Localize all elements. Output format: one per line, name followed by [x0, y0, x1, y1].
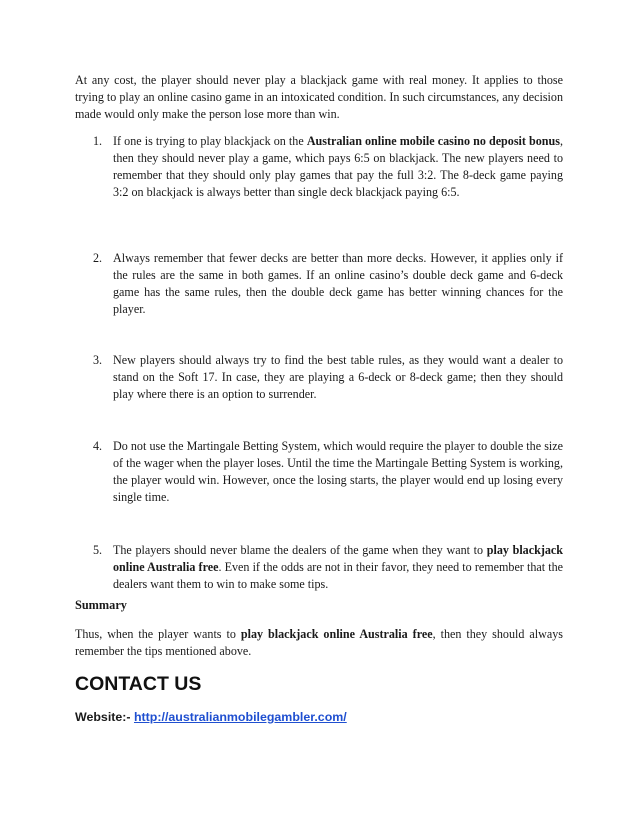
summary-paragraph: Thus, when the player wants to play blackjack online Australia free, then they should always remember the tips mentioned above. — [75, 627, 563, 658]
list-item-number: 2. — [93, 251, 103, 265]
list-item-text: New players should always try to find the best table rules, as they would want a dealer to stand on the Soft 17. In case, they are playing a 6-deck or 8-deck game; then they should play where there is an option to surrender. — [113, 353, 563, 401]
summary-heading: Summary — [75, 598, 127, 612]
website-link[interactable]: http://australianmobilegambler.com/ — [133, 710, 347, 724]
list-item — [75, 133, 563, 201]
list-item-text: Always remember that fewer decks are better than more decks. However, it applies only if the rules are the same in both games. If an online casino’s double deck game and 6-deck game has the same rules, then the double deck game has better winning chances for the player. — [113, 251, 563, 316]
list-item-text: Do not use the Martingale Betting System, which would require the player to double the size of the wager when the player loses. Until the time the Martingale Betting System is working, the player would win. However, once the losing starts, the player would end up losing every single time. — [113, 439, 563, 504]
contact-heading: CONTACT US — [75, 673, 202, 695]
list-item-number: 4. — [93, 439, 103, 453]
list-item — [75, 352, 563, 403]
keyword-phrase: Australian online mobile casino no deposit bonus — [306, 134, 560, 148]
website-line — [75, 708, 347, 726]
intro-paragraph: At any cost, the player should never play a blackjack game with real money. It applies to those trying to play an online casino game in an intoxicated condition. In such circumstances, any decision made would only make the person lose more than win. — [75, 73, 563, 121]
list-item-number: 5. — [93, 543, 103, 557]
list-item-number: 3. — [93, 353, 103, 367]
list-item — [75, 250, 563, 318]
list-item-text: If one is trying to play blackjack on the Australian online mobile casino no deposit bonus, then they should never play a game, which pays 6:5 on blackjack. The new players need to remember that they should only play games that pay the full 3:2. The 8-deck game paying 3:2 on blackjack is always better than single deck blackjack paying 6:5. — [113, 134, 563, 199]
list-item — [75, 438, 563, 506]
list-item-text: The players should never blame the dealers of the game when they want to play blackjack online Australia free. Even if the odds are not in their favor, they need to remember that the dealers want them to win to make some tips. — [113, 543, 563, 591]
website-label: Website:- — [75, 710, 134, 724]
keyword-phrase: play blackjack online Australia free — [240, 627, 433, 641]
list-item-number: 1. — [93, 134, 103, 148]
list-item — [75, 542, 563, 593]
keyword-phrase: play blackjack online Australia free — [113, 543, 563, 574]
